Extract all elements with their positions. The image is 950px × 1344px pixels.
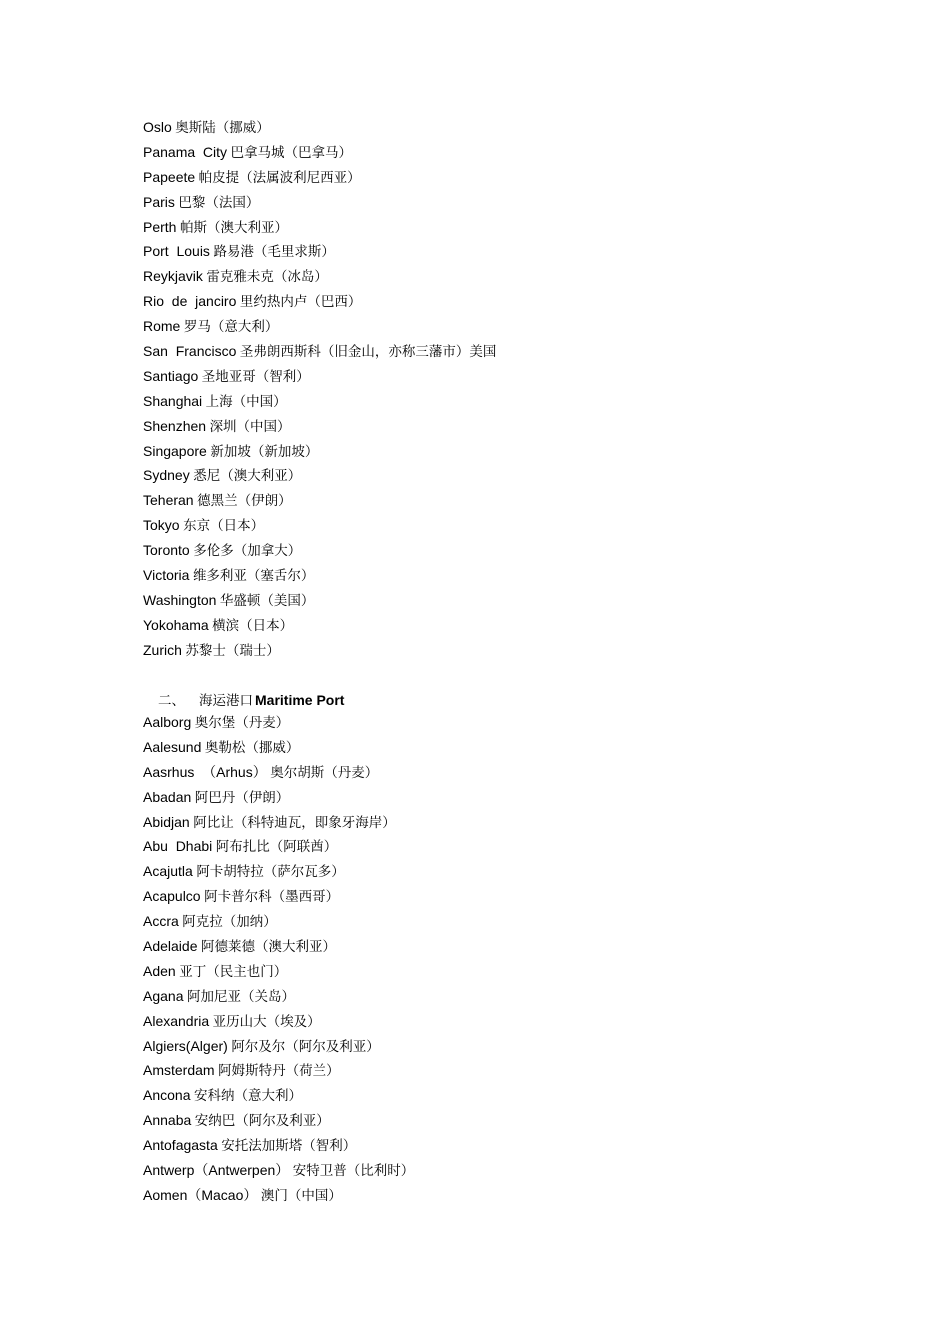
item-chinese: 亚丁（民主也门） (179, 963, 288, 980)
item-english: Annaba (143, 1112, 192, 1129)
item-chinese: 路易港（毛里求斯） (213, 244, 335, 261)
list-item (143, 488, 496, 513)
item-chinese: 阿巴丹（伊朗） (194, 789, 290, 806)
item-chinese: 安托法加斯塔（智利） (221, 1138, 357, 1155)
item-english: Aalesund (143, 738, 202, 755)
list-item (143, 934, 414, 959)
section-title-en: Maritime Port (255, 692, 345, 708)
section-title-zh: 海运港口 (199, 693, 253, 709)
item-chinese: 罗马（意大利） (183, 319, 279, 336)
list-item (143, 735, 414, 760)
item-chinese: 多伦多（加拿大） (193, 543, 302, 560)
list-item (143, 810, 414, 835)
item-english: Aomen（Macao） (143, 1186, 258, 1203)
item-chinese: 阿卡普尔科（墨西哥） (204, 889, 340, 906)
list-item (143, 289, 496, 314)
list-item (143, 563, 496, 588)
item-chinese: 奥尔堡（丹麦） (194, 715, 290, 731)
list-item (143, 513, 496, 538)
item-english: Abidjan (143, 813, 190, 830)
list-item (143, 1034, 414, 1059)
section-heading (158, 688, 344, 712)
item-english: Antofagasta (143, 1137, 218, 1154)
item-chinese: 里约热内卢（巴西） (239, 294, 362, 311)
item-chinese: 阿卡胡特拉（萨尔瓦多） (196, 864, 345, 881)
item-english: Reykjavik (143, 268, 203, 285)
item-chinese: 阿比让（科特迪瓦，即象牙海岸） (193, 814, 396, 831)
list-item (143, 140, 496, 165)
item-english: Oslo (143, 119, 172, 135)
item-english: Abadan (143, 788, 192, 805)
item-english: Accra (143, 913, 179, 930)
item-english: Shanghai (143, 392, 203, 409)
item-chinese: 德黑兰（伊朗） (197, 493, 292, 510)
list-item (143, 463, 496, 488)
item-chinese: 新加坡（新加坡） (210, 443, 319, 460)
item-english: Algiers(Alger) (143, 1037, 228, 1054)
item-english: Agana (143, 987, 184, 1004)
item-chinese: 奥尔胡斯（丹麦） (270, 764, 379, 781)
item-chinese: 东京（日本） (183, 518, 265, 535)
item-english: Rome (143, 318, 181, 335)
item-english: Abu Dhabi (143, 838, 213, 855)
item-chinese: 阿尔及尔（阿尔及利亚） (231, 1038, 380, 1055)
item-chinese: 华盛顿（美国） (219, 592, 315, 609)
item-chinese: 维多利亚（塞舌尔） (192, 568, 315, 585)
list-item (143, 1133, 414, 1158)
list-item (143, 165, 496, 190)
item-chinese: 亚历山大（埃及） (212, 1013, 321, 1030)
item-english: Papeete (143, 168, 196, 185)
item-english: Sydney (143, 467, 190, 484)
item-english: Panama City (143, 143, 228, 160)
item-chinese: 雷克雅未克（冰岛） (206, 269, 328, 286)
item-chinese: 安特卫普（比利时） (292, 1163, 415, 1180)
item-chinese: 巴黎（法国） (178, 194, 260, 211)
item-chinese: 深圳（中国） (209, 418, 291, 435)
list-item (143, 909, 414, 934)
item-english: Aalborg (143, 714, 192, 730)
list-item (143, 115, 496, 140)
item-english: Alexandria (143, 1012, 210, 1029)
item-chinese: 苏黎士（瑞士） (185, 642, 280, 659)
list-item (143, 215, 496, 240)
item-english: Aden (143, 962, 176, 979)
item-chinese: 安科纳（意大利） (193, 1088, 302, 1105)
item-english: Ancona (143, 1087, 191, 1104)
item-english: Tokyo (143, 517, 180, 534)
item-chinese: 阿姆斯特丹（荷兰） (218, 1063, 340, 1080)
list-item (143, 538, 496, 563)
item-chinese: 帕皮提（法属波利尼西亚） (198, 169, 361, 186)
list-item (143, 638, 496, 663)
list-item (143, 1083, 414, 1108)
item-chinese: 帕斯（澳大利亚） (179, 219, 288, 236)
item-english: Adelaide (143, 938, 198, 955)
list-item (143, 1108, 414, 1133)
item-english: Antwerp（Antwerpen） (143, 1162, 290, 1179)
item-english: Zurich (143, 641, 182, 658)
port-list (143, 710, 414, 1208)
list-item (143, 264, 496, 289)
item-english: Shenzhen (143, 417, 207, 434)
list-item (143, 339, 496, 364)
item-chinese: 安纳巴（阿尔及利亚） (194, 1113, 330, 1130)
item-chinese: 阿德莱德（澳大利亚） (201, 939, 336, 956)
list-item (143, 834, 414, 859)
item-chinese: 奥勒松（挪威） (204, 739, 300, 756)
list-item (143, 389, 496, 414)
item-english: Victoria (143, 567, 190, 584)
list-item (143, 314, 496, 339)
list-item (143, 1058, 414, 1083)
item-chinese: 澳门（中国） (260, 1187, 342, 1204)
item-chinese: 上海（中国） (205, 393, 287, 410)
item-chinese: 圣弗朗西斯科（旧金山，亦称三藩市）美国 (239, 344, 497, 361)
item-chinese: 阿布扎比（阿联酋） (215, 839, 338, 856)
list-item (143, 588, 496, 613)
item-english: Amsterdam (143, 1062, 215, 1079)
item-chinese: 横滨（日本） (212, 617, 294, 634)
list-item (143, 414, 496, 439)
item-chinese: 圣地亚哥（智利） (201, 368, 310, 385)
list-item (143, 760, 414, 785)
item-english: Singapore (143, 442, 207, 459)
list-item (143, 959, 414, 984)
item-english: Teheran (143, 492, 194, 509)
item-english: Santiago (143, 367, 199, 384)
list-item (143, 190, 496, 215)
item-english: Toronto (143, 542, 190, 559)
list-item (143, 884, 414, 909)
list-item (143, 613, 496, 638)
list-item (143, 439, 496, 464)
list-item (143, 1158, 414, 1183)
list-item (143, 239, 496, 264)
item-english: Perth (143, 218, 177, 235)
section-number: 二、 (158, 693, 185, 709)
list-item (143, 710, 414, 735)
item-english: Aasrhus （Arhus） (143, 763, 267, 780)
city-list (143, 115, 496, 663)
item-english: Port Louis (143, 243, 210, 260)
item-english: Yokohama (143, 616, 209, 633)
item-chinese: 悉尼（澳大利亚） (193, 468, 302, 485)
item-chinese: 巴拿马城（巴拿马） (230, 144, 353, 161)
item-english: Rio de janciro (143, 293, 237, 310)
list-item (143, 785, 414, 810)
list-item (143, 1009, 414, 1034)
item-english: Acajutla (143, 863, 193, 880)
item-chinese: 阿加尼亚（关岛） (186, 988, 295, 1005)
item-english: San Francisco (143, 343, 237, 360)
item-english: Paris (143, 193, 175, 210)
item-chinese: 奥斯陆（挪威） (175, 120, 270, 136)
item-english: Acapulco (143, 888, 201, 905)
list-item (143, 364, 496, 389)
list-item (143, 859, 414, 884)
item-english: Washington (143, 591, 217, 608)
item-chinese: 阿克拉（加纳） (182, 914, 277, 931)
list-item (143, 1183, 414, 1208)
list-item (143, 984, 414, 1009)
